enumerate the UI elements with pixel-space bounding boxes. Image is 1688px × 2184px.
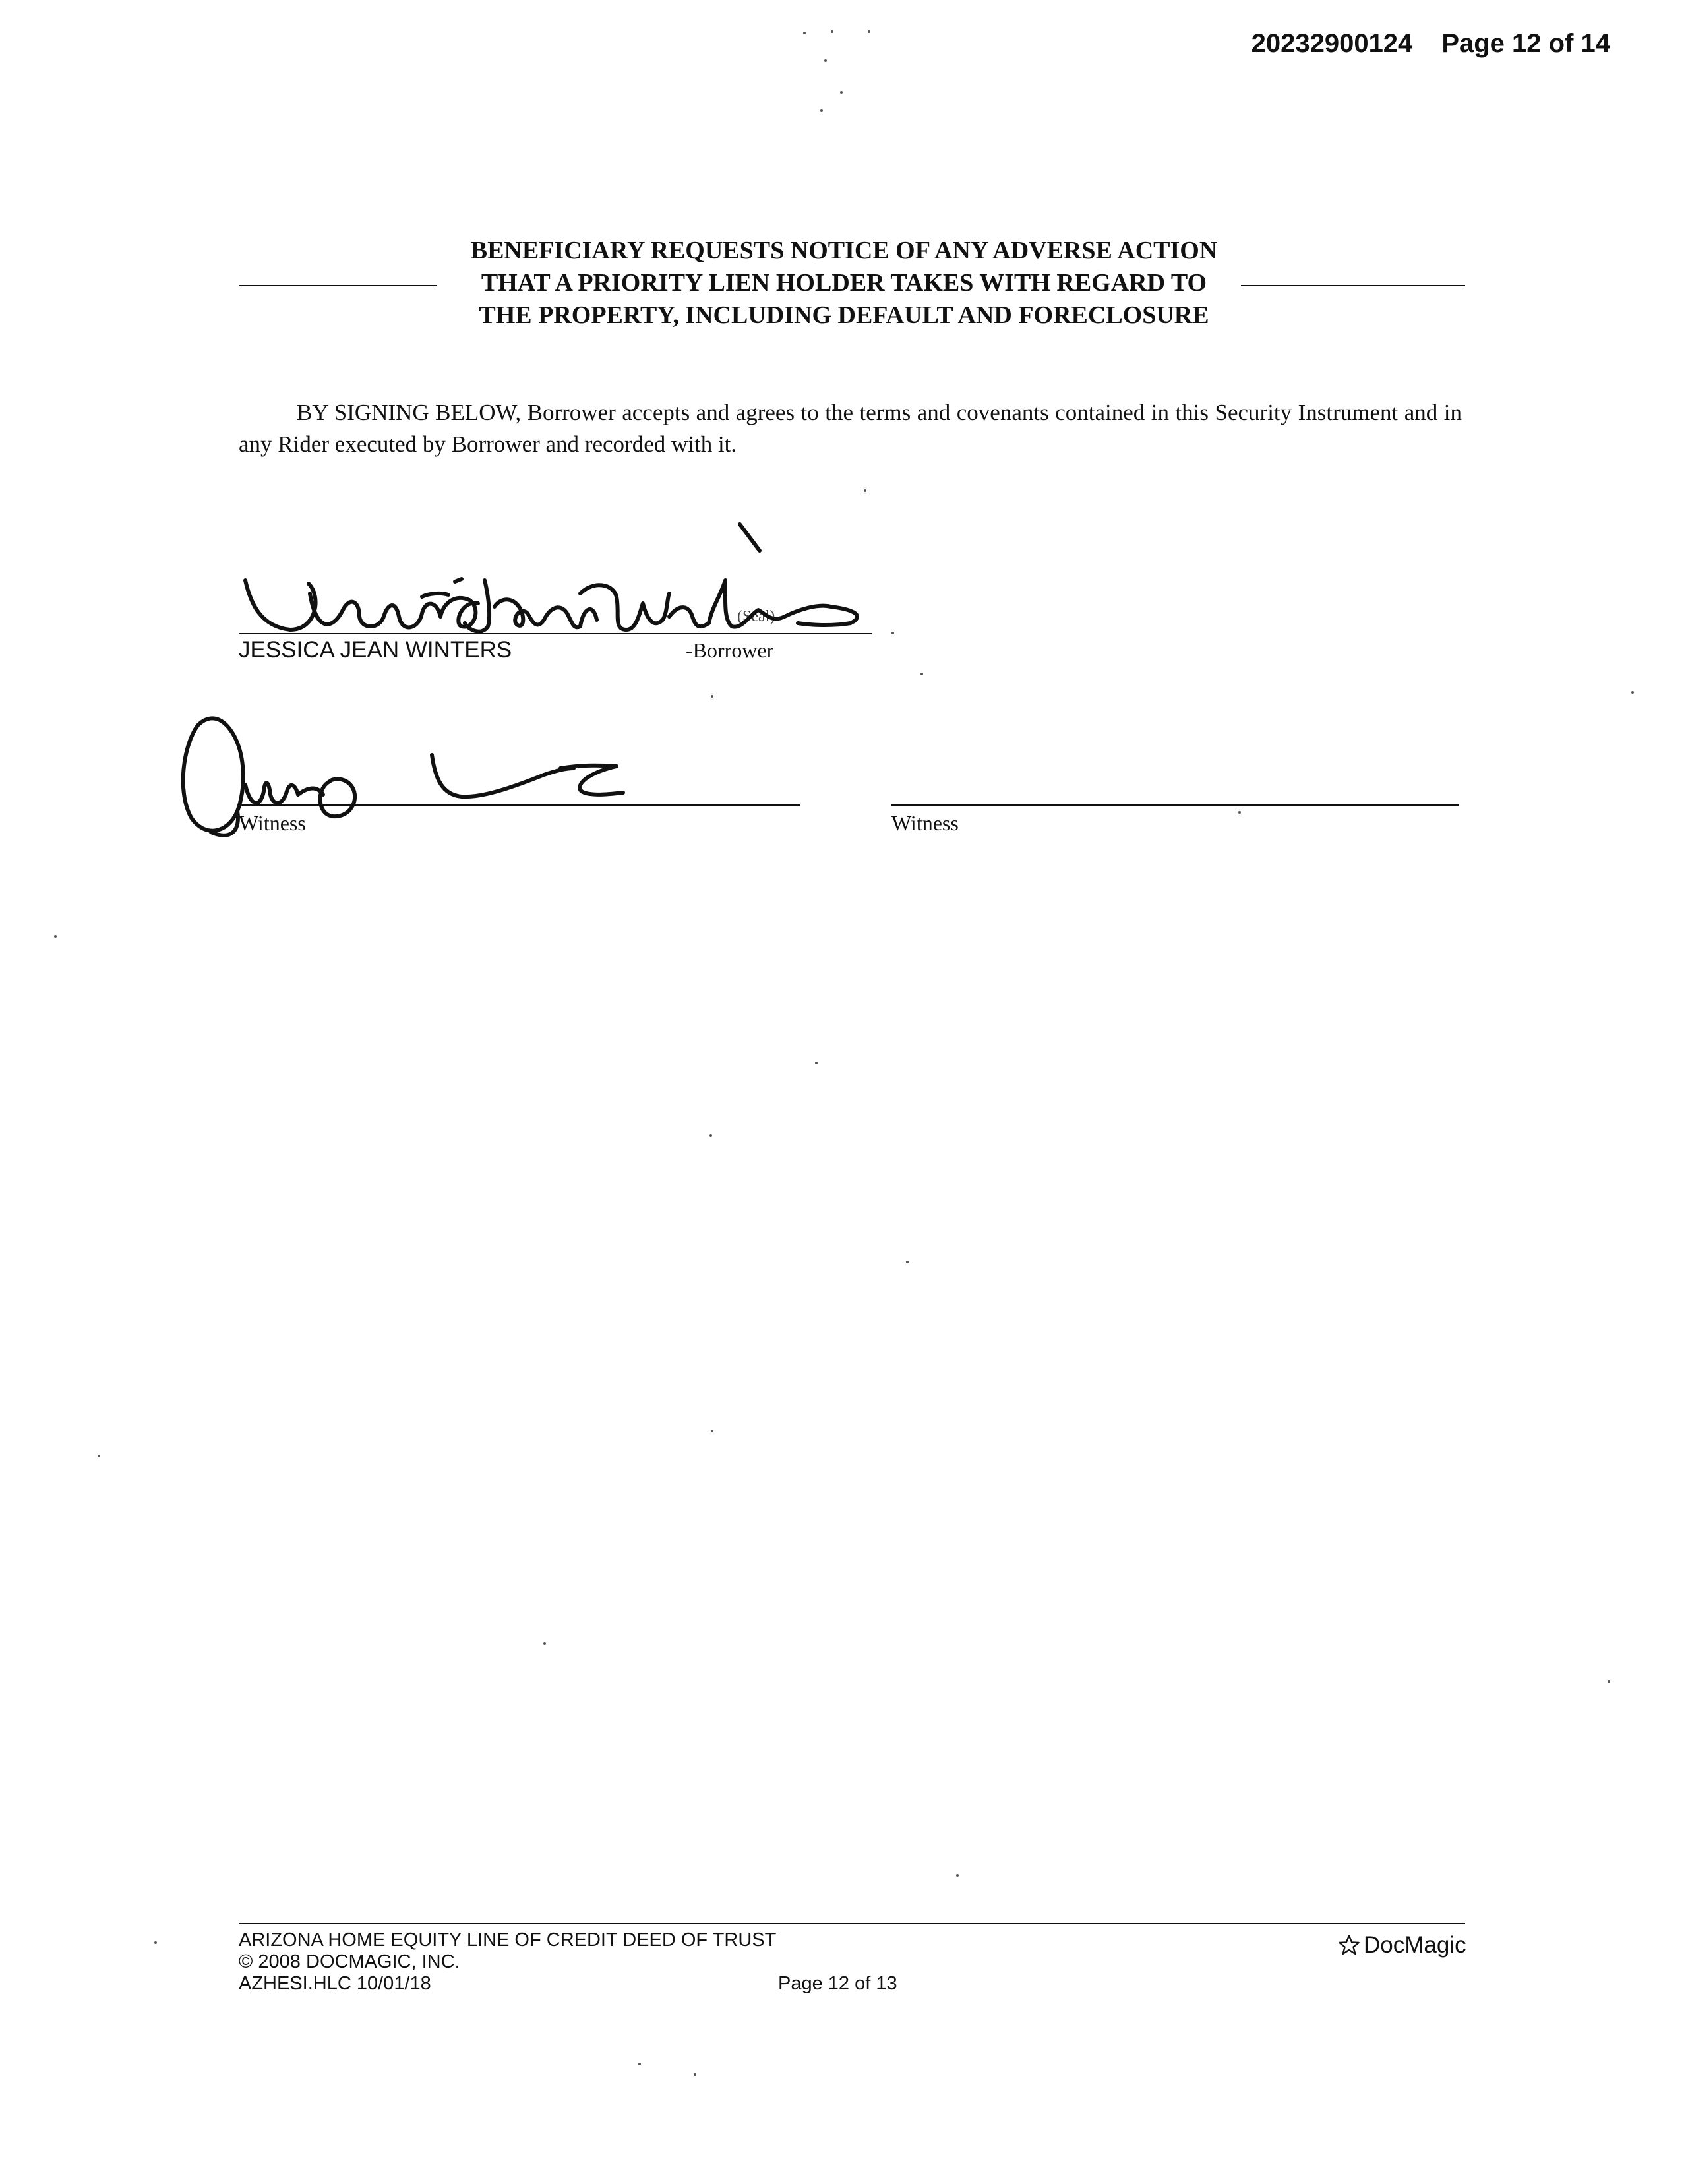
witness-2-label: Witness	[891, 811, 959, 835]
witness-1-label: Witness	[239, 811, 306, 835]
footer-form-code: AZHESI.HLC 10/01/18	[239, 1973, 431, 1994]
borrower-name: JESSICA JEAN WINTERS	[239, 637, 512, 663]
body-paragraph-text: BY SIGNING BELOW, Borrower accepts and agrees to the terms and covenants contained in this Security Instrument and in any Rider executed by Borrower and recorded with it.	[239, 400, 1462, 457]
footer-copyright: © 2008 DOCMAGIC, INC.	[239, 1951, 460, 1972]
notice-line-3: THE PROPERTY, INCLUDING DEFAULT AND FORECLOSURE	[479, 301, 1209, 329]
brand-name: DocMagic	[1364, 1932, 1466, 1958]
footer-rule	[239, 1923, 1465, 1924]
seal-label: (Seal)	[737, 608, 775, 625]
witness-1-signature	[183, 718, 623, 835]
notice-line-1: BENEFICIARY REQUESTS NOTICE OF ANY ADVERSE ACTION	[470, 237, 1218, 264]
header-page-label: Page 12 of 14	[1441, 29, 1610, 58]
footer-page-label: Page 12 of 13	[778, 1973, 897, 1994]
scan-specks	[54, 30, 1634, 2076]
docmagic-logo	[1337, 1932, 1466, 1958]
notice-line-2: THAT A PRIORITY LIEN HOLDER TAKES WITH REGARD TO	[481, 269, 1207, 297]
star-outline-icon	[1337, 1933, 1361, 1957]
borrower-role: -Borrower	[686, 638, 774, 662]
footer-form-title: ARIZONA HOME EQUITY LINE OF CREDIT DEED OF TRUST	[239, 1929, 777, 1951]
borrower-signature	[245, 524, 857, 632]
document-number: 20232900124	[1251, 29, 1413, 58]
